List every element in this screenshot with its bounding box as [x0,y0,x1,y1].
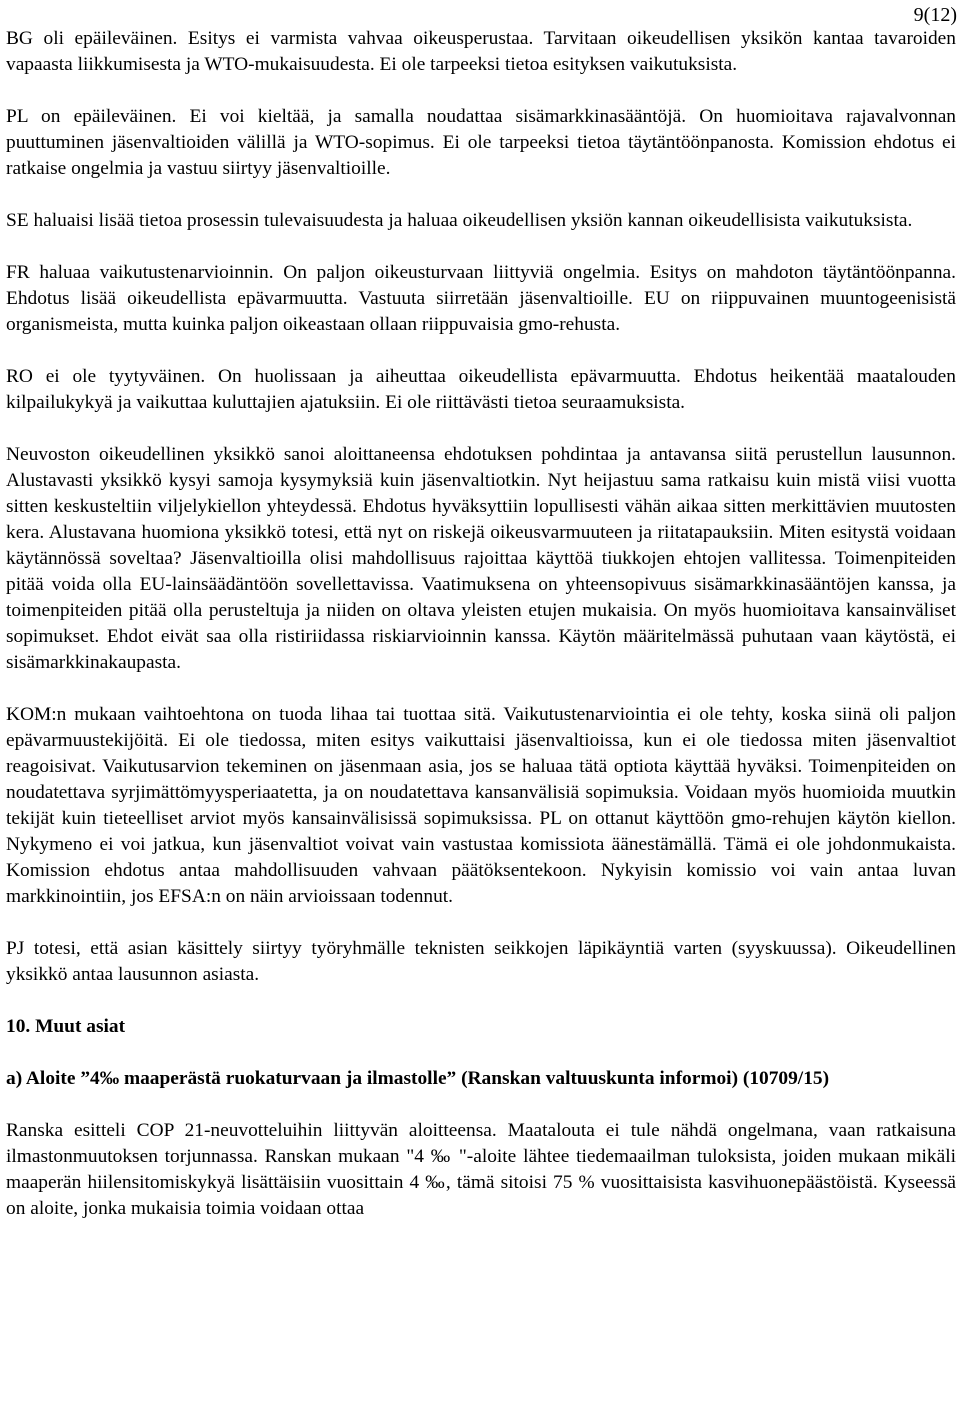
paragraph-ro: RO ei ole tyytyväinen. On huolissaan ja aiheuttaa oikeudellista epävarmuutta. Ehdotus heikentää maatalouden kilpailukykyä ja vaikuttaa kuluttajien ajatuksiin. Ei ole riittävästi tietoa seuraamuksista. [6,366,956,413]
paragraph-ranska: Ranska esitteli COP 21-neuvotteluihin liittyvän aloitteensa. Maatalouta ei tule nähdä ongelmana, vaan ratkaisuna ilmastonmuutoksen torjunnassa. Ranskan mukaan "4 ‰ "-aloite lähtee tiedemaailman tuloksista, joiden mukaan mikäli maaperän hiilensitomiskykyä lisättäisiin vuosittain 4 ‰, tämä sitoisi 75 % vuosittaisista kasvihuonepäästöistä. Kyseessä on aloite, jonka mukaisia toimia voidaan ottaa [6,1120,956,1219]
paragraph-bg: BG oli epäileväinen. Esitys ei varmista vahvaa oikeusperustaa. Tarvitaan oikeudellisen yksikön kantaa tavaroiden vapaasta liikkumisesta ja WTO-mukaisuudesta. Ei ole tarpeeksi tietoa esityksen vaikutuksista. [6,28,956,75]
paragraph-se: SE haluaisi lisää tietoa prosessin tulevaisuudesta ja haluaa oikeudellisen yksiön kannan oikeudellisista vaikutuksista. [6,210,913,231]
paragraph-fr: FR haluaa vaikutustenarvioinnin. On paljon oikeusturvaan liittyviä ongelmia. Esitys on mahdoton täytäntöönpanna. Ehdotus lisää oikeudellista epävarmuutta. Vastuuta siirretään jäsenvaltioille. EU on riippuvainen muuntogeenisistä organismeista, mutta kuinka paljon oikeastaan ollaan riippuvaisia gmo-rehusta. [6,262,956,335]
paragraph-pl: PL on epäileväinen. Ei voi kieltää, ja samalla noudattaa sisämarkkinasääntöjä. On huomioitava rajavalvonnan puuttuminen jäsenvaltioiden välillä ja WTO-sopimus. Ei ole tarpeeksi tietoa täytäntöönpanosta. Komission ehdotus ei ratkaise ongelmia ja vastuu siirtyy jäsenvaltioille. [6,106,956,179]
document-body [6,26,956,1248]
paragraph-pj: PJ totesi, että asian käsittely siirtyy työryhmälle teknisten seikkojen läpikäyntiä varten (syyskuussa). Oikeudellinen yksikkö antaa lausunnon asiasta. [6,938,956,985]
paragraph-neuvosto: Neuvoston oikeudellinen yksikkö sanoi aloittaneensa ehdotuksen pohdintaa ja antavansa siitä perustellun lausunnon. Alustavasti yksikkö kysyi samoja kysymyksiä kuin jäsenvaltiotkin. Nyt heijastuu sama ratkaisu kuin mistä viisi vuotta sitten keskusteltiin viljelykiellon yhteydessä. Ehdotus hyväksyttiin lopullisesti vähän aikaa sitten merkittävien muutosten kera. Alustavana huomiona yksikkö totesi, että nyt on riskejä oikeusvarmuuteen ja riitatapauksiin. Miten esitystä voidaan käytännössä soveltaa? Jäsenvaltioilla olisi mahdollisuus rajoittaa käyttöä tiukkojen ehtojen vallitessa. Toimenpiteiden pitää voida olla EU-lainsäädäntöön sovellettavissa. Vaatimuksena on yhteensopivuus sisämarkkinasääntöjen kanssa, ja toimenpiteiden pitää olla perusteltuja ja niiden on oltava yleisten etujen mukaisia. On myös huomioitava kansainväliset sopimukset. Ehdot eivät saa olla ristiriidassa riskiarvioinnin kanssa. Käytön määritelmässä puhutaan vaan käytöstä, ei sisämarkkinakaupasta. [6,444,956,673]
paragraph-kom: KOM:n mukaan vaihtoehtona on tuoda lihaa tai tuottaa sitä. Vaikutustenarviointia ei ole tehty, koska siinä oli paljon epävarmuustekijöitä. Ei ole tiedossa, miten esitys vaikuttaisi jäsenvaltioissa, kun ei ole tiedossa miten jäsenvaltiot reagoisivat. Vaikutusarvion tekeminen on jäsenmaan asia, jos se haluaa tätä optiota käyttää hyväksi. Toimenpiteiden on noudatettava syrjimättömyysperiaatetta, ja on noudatettava kansanvälisiä sopimuksia. Voidaan myös huomioida muutkin tekijät kuin tieteelliset arviot myös kansainvälisissä sopimuksissa. PL on ottanut käyttöön gmo-rehujen käytön kiellon. Nykymeno ei voi jatkua, kun jäsenvaltiot voivat vain vastustaa komissiota äänestämällä. Tämä ei ole johdonmukaista. Komission ehdotus antaa mahdollisuuden vahvaan päätöksentekoon. Nykyisin komissio voi vain antaa luvan markkinointiin, jos EFSA:n on näin arvioissaan todennut. [6,704,956,907]
section-heading: 10. Muut asiat [6,1016,126,1037]
page-number: 9(12) [913,4,957,26]
item-heading: a) Aloite ”4‰ maaperästä ruokaturvaan ja ilmastolle” (Ranskan valtuuskunta informoi) (10709/15) [6,1068,830,1089]
